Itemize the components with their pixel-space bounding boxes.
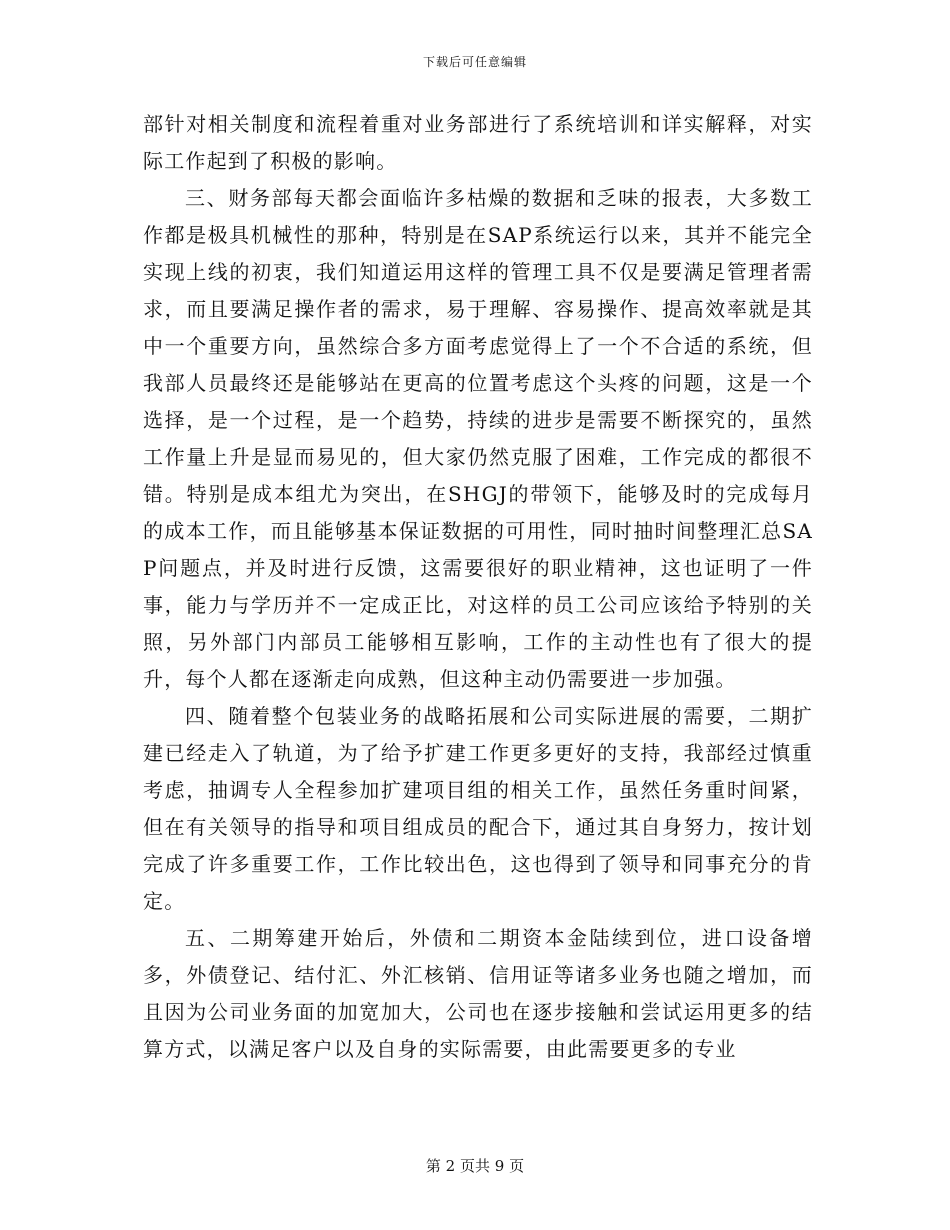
document-body [143,106,813,1068]
page-header: 下载后可任意编辑 [422,55,527,69]
paragraph-section-three: 三、财务部每天都会面临许多枯燥的数据和乏味的报表，大多数工作都是极具机械性的那种，特别是在SAP系统运行以来，其并不能完全实现上线的初衷，我们知道运用这样的管理工具不仅是要满足管理者需求，而且要满足操作者的需求，易于理解、容易操作、提高效率就是其中一个重要方向，虽然综合多方面考虑觉得上了一个不合适的系统，但我部人员最终还是能够站在更高的位置考虑这个头疼的问题，这是一个选择，是一个过程，是一个趋势，持续的进步是需要不断探究的，虽然工作量上升是显而易见的，但大家仍然克服了困难，工作完成的都很不错。特别是成本组尤为突出，在SHGJ的带领下，能够及时的完成每月的成本工作，而且能够基本保证数据的可用性，同时抽时间整理汇总SAP问题点，并及时进行反馈，这需要很好的职业精神，这也证明了一件事，能力与学历并不一定成正比，对这样的员工公司应该给予特别的关照，另外部门内部员工能够相互影响，工作的主动性也有了很大的提升，每个人都在逐渐走向成熟，但这种主动仍需要进一步加强。 [143,186,813,691]
page-number-footer: 第 2 页共 9 页 [425,1157,525,1175]
paragraph-section-four: 四、随着整个包装业务的战略拓展和公司实际进展的需要，二期扩建已经走入了轨道，为了给予扩建工作更多更好的支持，我部经过慎重考虑，抽调专人全程参加扩建项目组的相关工作，虽然任务重时间紧，但在有关领导的指导和项目组成员的配合下，通过其自身努力，按计划完成了许多重要工作，工作比较出色，这也得到了领导和同事充分的肯定。 [143,704,813,913]
paragraph-section-five: 五、二期筹建开始后，外债和二期资本金陆续到位，进口设备增多，外债登记、结付汇、外汇核销、信用证等诸多业务也随之增加，而且因为公司业务面的加宽加大，公司也在逐步接触和尝试运用更多的结算方式，以满足客户以及自身的实际需要，由此需要更多的专业 [143,926,813,1061]
paragraph-continuation: 部针对相关制度和流程着重对业务部进行了系统培训和详实解释，对实际工作起到了积极的影响。 [143,112,813,173]
